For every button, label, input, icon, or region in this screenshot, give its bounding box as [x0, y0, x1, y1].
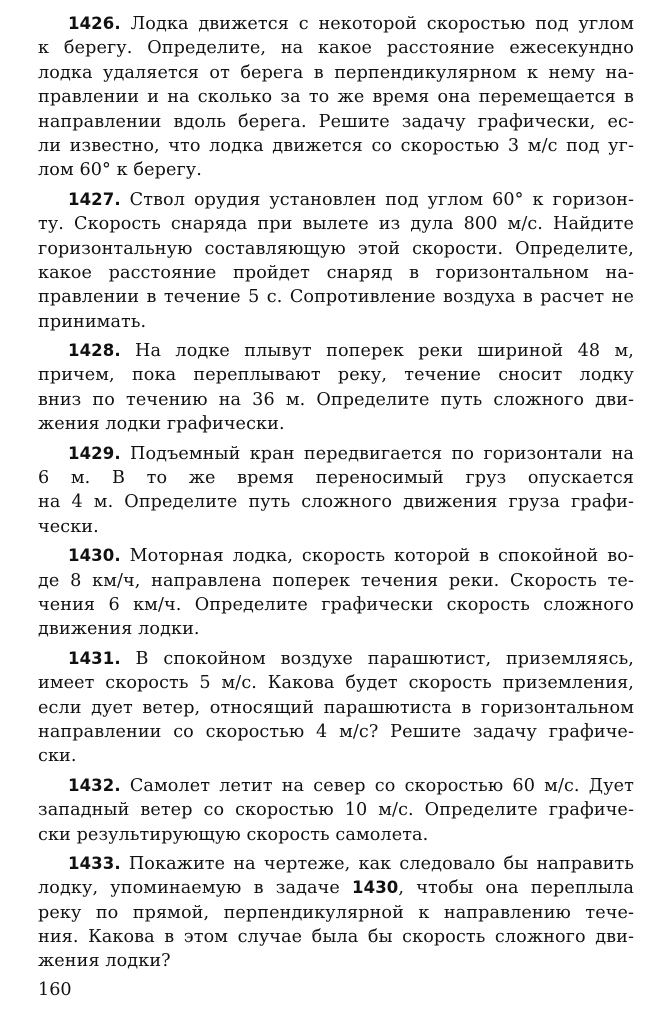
problem-line: 1427. Ствол орудия установлен под углом 60° к горизон- — [68, 189, 634, 210]
problem-line: 1429. Подъемный кран передвигается по горизонтали на — [68, 443, 634, 464]
problem-1427 — [38, 188, 634, 334]
problem-line: на 4 м. Определите путь сложного движения груза графи- — [38, 492, 634, 513]
problem-line: чения 6 км/ч. Определите графически скорость сложного — [38, 594, 634, 615]
problem-line: 6 м. В то же время переносимый груз опускается — [38, 468, 634, 489]
problem-line: к берегу. Определите, на какое расстояние ежесекундно — [38, 38, 634, 59]
problem-list — [38, 12, 634, 979]
problem-number: 1426. — [68, 14, 121, 33]
problem-1432 — [38, 774, 634, 847]
page-number: 160 — [38, 980, 72, 1000]
problem-line: направлении вдоль берега. Решите задачу графически, ес- — [38, 111, 634, 132]
problem-line: причем, пока переплывают реку, течение сносит лодку — [38, 365, 634, 386]
problem-line: 1428. На лодке плывут поперек реки шириной 48 м, — [68, 341, 634, 362]
problem-1431 — [38, 647, 634, 769]
problem-line: жения лодки? — [38, 951, 171, 972]
problem-line: 1431. В спокойном воздухе парашютист, приземляясь, — [68, 648, 634, 669]
problem-line: какое расстояние пройдет снаряд в горизонтальном на- — [38, 262, 634, 283]
problem-line: направлении со скоростью 4 м/с? Решите задачу графиче- — [38, 721, 634, 742]
problem-number: 1429. — [68, 443, 121, 463]
problem-line: де 8 км/ч, направлена поперек течения реки. Скорость те- — [38, 570, 634, 591]
problem-line: лодка удаляется от берега в перпендикулярном к нему на- — [38, 62, 634, 83]
problem-number: 1431. — [68, 648, 121, 668]
problem-line: принимать. — [38, 311, 147, 332]
problem-number: 1432. — [68, 775, 121, 795]
problem-1426 — [38, 12, 634, 183]
problem-reference: 1430 — [352, 878, 399, 898]
problem-line: движения лодки. — [38, 619, 200, 640]
problem-number: 1430. — [68, 546, 121, 566]
problem-line: если дует ветер, относящий парашютиста в горизонтальном — [38, 697, 634, 718]
problem-number: 1427. — [68, 189, 121, 209]
problem-line: лом 60° к берегу. — [38, 160, 202, 181]
problem-1430 — [38, 544, 634, 642]
problem-line: ту. Скорость снаряда при вылете из дула 800 м/с. Найдите — [38, 214, 634, 235]
problem-line: чески. — [38, 516, 99, 537]
problem-line: ски результирующую скорость самолета. — [38, 824, 429, 845]
problem-line: горизонтальную составляющую этой скорости. Определите, — [38, 238, 634, 259]
problem-line: правлении и на сколько за то же время она перемещается в — [38, 87, 634, 108]
problem-line: ски. — [38, 746, 77, 767]
problem-line: правлении в течение 5 с. Сопротивление воздуха в расчет не — [38, 287, 634, 308]
problem-line: жения лодки графически. — [38, 414, 285, 435]
problem-line: реку по прямой, перпендикулярной к направлению тече- — [38, 902, 634, 923]
problem-line: 1433. Покажите на чертеже, как следовало бы направить — [68, 853, 634, 874]
problem-number: 1433. — [68, 853, 121, 873]
problem-line: ли известно, что лодка движется со скоростью 3 м/с под уг- — [38, 135, 634, 156]
problem-line: имеет скорость 5 м/с. Какова будет скорость приземления, — [38, 673, 634, 694]
problem-1429 — [38, 442, 634, 540]
problem-line: вниз по течению на 36 м. Определите путь сложного дви- — [38, 389, 634, 410]
problem-number: 1428. — [68, 341, 121, 361]
problem-line: 1426. Лодка движется с некоторой скоростью под углом — [68, 14, 634, 34]
problem-line: лодку, упоминаемую в задаче 1430, чтобы она переплыла — [38, 878, 634, 899]
problem-line: 1432. Самолет летит на север со скоростью 60 м/с. Дует — [68, 775, 634, 796]
problem-line: ния. Какова в этом случае была бы скорость сложного дви- — [38, 927, 634, 948]
problem-line: западный ветер со скоростью 10 м/с. Определите графиче- — [38, 800, 634, 821]
problem-1428 — [38, 339, 634, 437]
problem-line: 1430. Моторная лодка, скорость которой в спокойной во- — [68, 546, 634, 567]
problem-1433 — [38, 852, 634, 974]
